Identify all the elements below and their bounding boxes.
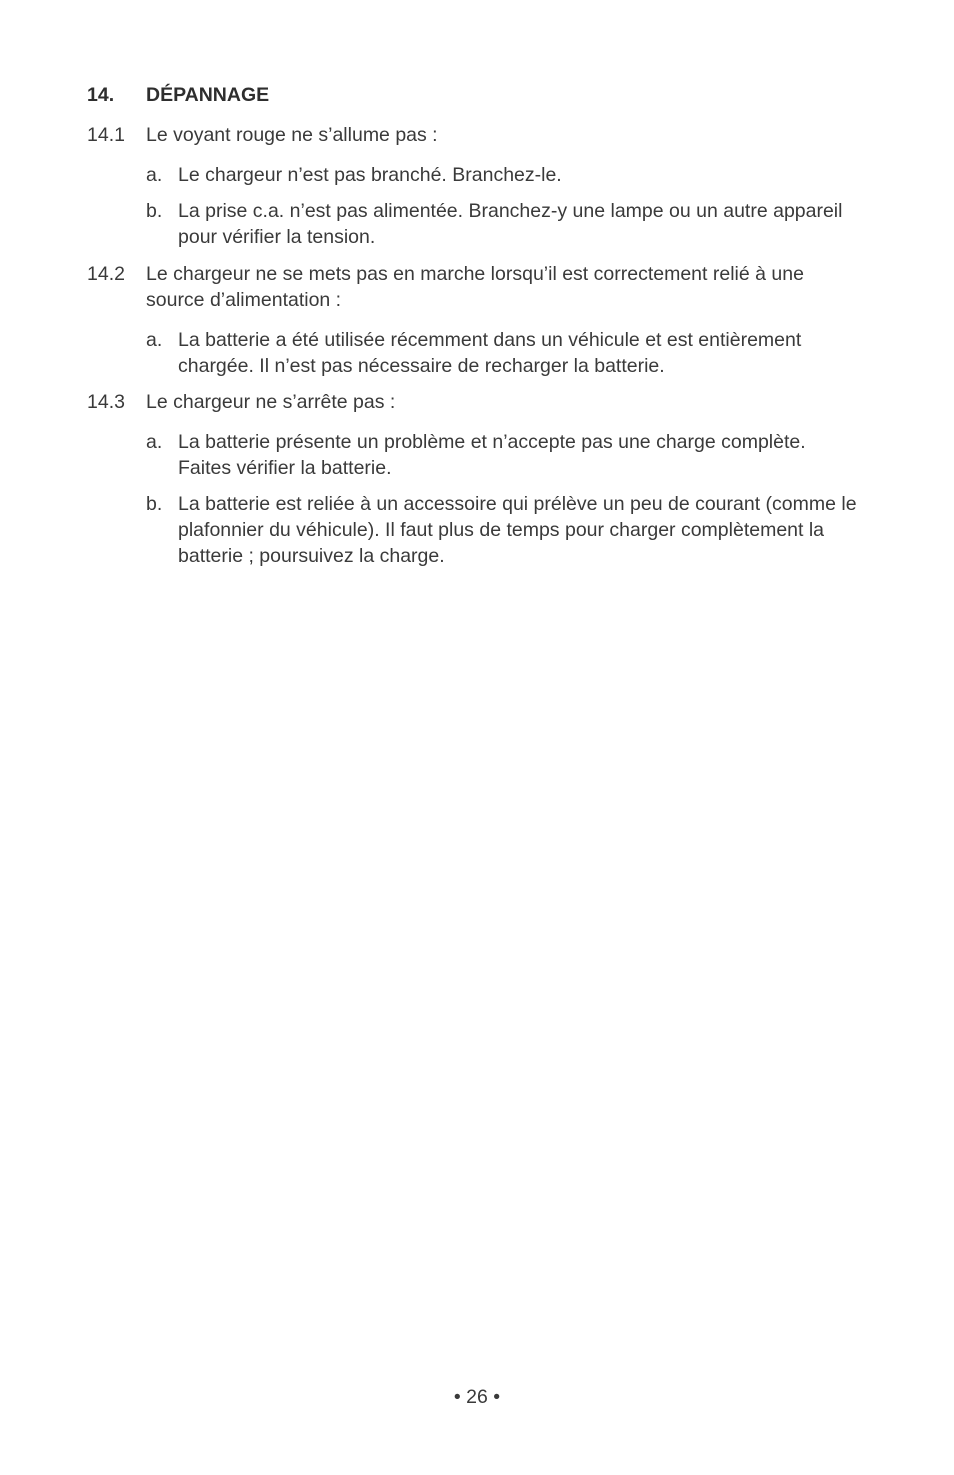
item-text: Le voyant rouge ne s’allume pas :	[146, 124, 438, 146]
subitem-text: Le chargeur n’est pas branché. Branchez-le.	[178, 164, 562, 186]
subitem-text: La batterie présente un problème et n’accepte pas une charge complète. Faites vérifier la batterie.	[178, 431, 806, 479]
section-title: DÉPANNAGE	[146, 84, 270, 106]
subitem-text: La prise c.a. n’est pas alimentée. Branchez-y une lampe ou un autre appareil pour vérifier la tension.	[178, 200, 843, 248]
section-number: 14.	[87, 84, 115, 106]
item-text: Le chargeur ne s’arrête pas :	[146, 391, 396, 413]
subitem-text: La batterie a été utilisée récemment dans un véhicule et est entièrement chargée. Il n’est pas nécessaire de recharger la batterie.	[178, 329, 802, 377]
item-number: 14.3	[87, 391, 125, 413]
page-number: • 26 •	[453, 1386, 501, 1408]
subitem-letter: a.	[146, 164, 163, 186]
item-number: 14.1	[87, 124, 125, 146]
item-text: Le chargeur ne se mets pas en marche lorsqu’il est correctement relié à une source d’alimentation :	[146, 263, 804, 311]
subitem-text: La batterie est reliée à un accessoire qui prélève un peu de courant (comme le plafonnier du véhicule). Il faut plus de temps pour charger complètement la batterie ; poursuivez la charge.	[178, 493, 857, 567]
subitem-letter: a.	[146, 431, 163, 453]
item-number: 14.2	[87, 263, 125, 285]
subitem-letter: a.	[146, 329, 163, 351]
subitem-letter: b.	[146, 200, 163, 222]
subitem-letter: b.	[146, 493, 163, 515]
